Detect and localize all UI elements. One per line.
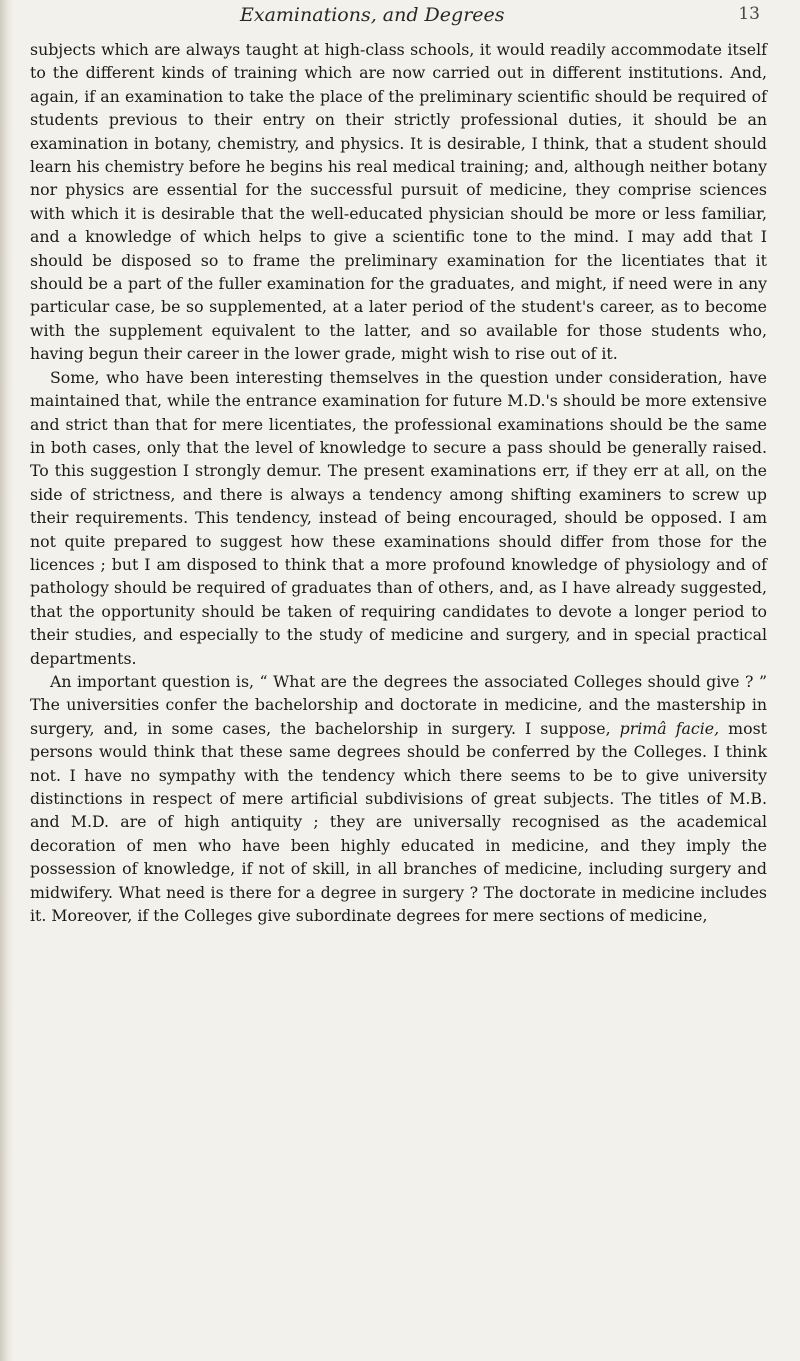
running-title: Examinations, and Degrees [240, 4, 505, 26]
paragraph-1: subjects which are always taught at high-class schools, it would readily accommodate itself to the different kinds of training which are now carried out in different institutions. And, again, if an examination to take the place of the preliminary scientific should be required of students previous to their entry on their strictly professional duties, it should be an examination in botany, chemistry, and physics. It is desirable, I think, that a student should learn his chemistry before he begins his real medical training; and, although neither botany nor physics are essential for the successful pursuit of medicine, they comprise sciences with which it is desirable that the well-educated physician should be more or less familiar, and a knowledge of which helps to give a scientific tone to the mind. I may add that I should be disposed so to frame the preliminary examination for the licentiates that it should be a part of the fuller examination for the graduates, and might, if need were in any particular case, be so supplemented, at a later period of the student's career, as to become with the supplement equivalent to the latter, and so available for those students who, having begun their career in the lower grade, might wish to rise out of it. [30, 40, 767, 364]
running-head [240, 4, 760, 34]
binding-gutter-shadow [0, 0, 14, 1361]
paragraph-3-part-2: most persons would think that these same degrees should be conferred by the Colleges. I think not. I have no sympathy with the tendency which there seems to be to give university distinctions in respect of mere artificial subdivisions of great subjects. The titles of M.B. and M.D. are of high antiquity ; they are universally recognised as the academical decoration of men who have been highly educated in medicine, and they imply the possession of knowledge, if not of skill, in all branches of medicine, including surgery and midwifery. What need is there for a degree in surgery ? The doctorate in medicine includes it. Moreover, if the Colleges give subordinate degrees for mere sections of medicine, [30, 718, 768, 926]
paragraph-2: Some, who have been interesting themselves in the question under consideration, have maintained that, while the entrance examination for future M.D.'s should be more extensive and strict than that for mere licentiates, the professional examinations should be the same in both cases, only that the level of knowledge to secure a pass should be generally raised. To this suggestion I strongly demur. The present examinations err, if they err at all, on the side of strictness, and there is always a tendency among shifting examiners to screw up their requirements. This tendency, instead of being encouraged, should be opposed. I am not quite prepared to suggest how these examinations should differ from those for the licences ; but I am disposed to think that a more profound knowledge of physiology and of pathology should be required of graduates than of others, and, as I have already suggested, that the opportunity should be taken of requiring candidates to devote a longer period to their studies, and especially to the study of medicine and surgery, and in special practical departments. [30, 367, 767, 668]
paragraph-3-italic-phrase: primâ facie, [619, 718, 720, 738]
paragraph-3-part-1: An important question is, “ What are the degrees the associated Colleges should give ? ” The universities confer the bachelorship and doctorate in medicine, and the mastership in surgery, and, in some cases, the bachelorship in surgery. I suppose, [30, 671, 767, 738]
page-number: 13 [738, 4, 760, 24]
paragraph-3 [30, 670, 767, 927]
body-text [30, 38, 767, 927]
